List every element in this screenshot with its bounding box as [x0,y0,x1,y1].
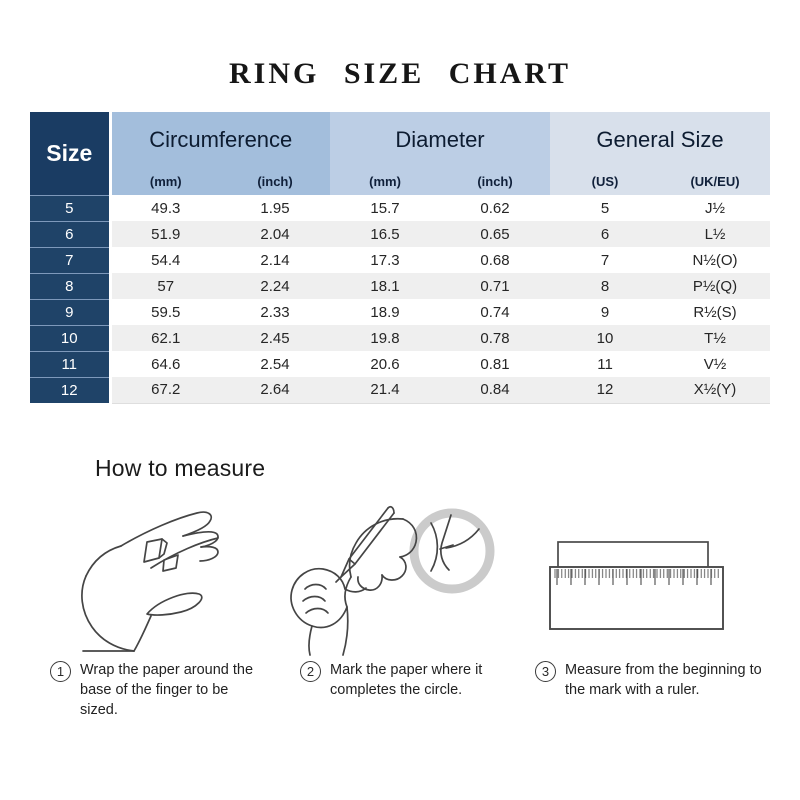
header-row-units [30,168,770,195]
cell-size: 12 [30,377,110,403]
cell-circumference-inch: 2.14 [220,247,330,273]
ruler-with-paper-illustration [530,512,765,647]
cell-ukeu-size: R½(S) [660,299,770,325]
cell-ukeu-size: V½ [660,351,770,377]
ruler-minor-ticks [553,569,720,578]
magnifier-ring [414,513,490,589]
column-header-size: Size [30,112,110,195]
cell-circumference-inch: 2.45 [220,325,330,351]
cell-us-size: 8 [550,273,660,299]
pen [349,508,388,559]
step-1-number-icon: 1 [50,661,71,682]
cell-diameter-inch: 0.71 [440,273,550,299]
cell-circumference-inch: 2.24 [220,273,330,299]
cell-size: 11 [30,351,110,377]
cell-circumference-mm: 54.4 [110,247,220,273]
cell-circumference-mm: 51.9 [110,221,220,247]
cell-ukeu-size: L½ [660,221,770,247]
cell-diameter-mm: 15.7 [330,195,440,221]
cell-us-size: 9 [550,299,660,325]
cell-us-size: 12 [550,377,660,403]
cell-circumference-mm: 59.5 [110,299,220,325]
table-row [30,377,770,403]
cell-circumference-mm: 64.6 [110,351,220,377]
subheader-circumference-mm: (mm) [110,168,220,195]
table-row [30,325,770,351]
subheader-diameter-mm: (mm) [330,168,440,195]
table-row [30,273,770,299]
subheader-circumference-inch: (inch) [220,168,330,195]
cell-ukeu-size: J½ [660,195,770,221]
hands-marking-paper-illustration [283,485,513,660]
cell-diameter-inch: 0.65 [440,221,550,247]
column-header-general-size: General Size [550,112,770,168]
cell-ukeu-size: N½(O) [660,247,770,273]
ring-size-table [30,112,770,404]
step-2 [300,660,520,700]
cell-diameter-mm: 18.1 [330,273,440,299]
cell-circumference-mm: 49.3 [110,195,220,221]
column-header-diameter: Diameter [330,112,550,168]
cell-size: 10 [30,325,110,351]
cell-size: 5 [30,195,110,221]
step-3 [535,660,763,700]
cell-diameter-inch: 0.74 [440,299,550,325]
table-row [30,195,770,221]
step-3-number-icon: 3 [535,661,556,682]
cell-diameter-inch: 0.62 [440,195,550,221]
how-to-measure-heading: How to measure [95,455,266,481]
cell-us-size: 11 [550,351,660,377]
cell-circumference-mm: 57 [110,273,220,299]
cell-circumference-inch: 2.33 [220,299,330,325]
cell-size: 8 [30,273,110,299]
cell-circumference-inch: 1.95 [220,195,330,221]
cell-diameter-mm: 17.3 [330,247,440,273]
subheader-ukeu: (UK/EU) [660,168,770,195]
page-title: RING SIZE CHART [228,57,571,90]
cell-diameter-inch: 0.78 [440,325,550,351]
cell-us-size: 5 [550,195,660,221]
cell-size: 9 [30,299,110,325]
cell-size: 6 [30,221,110,247]
cell-circumference-mm: 67.2 [110,377,220,403]
cell-circumference-mm: 62.1 [110,325,220,351]
cell-diameter-mm: 18.9 [330,299,440,325]
cell-diameter-inch: 0.84 [440,377,550,403]
table-row [30,299,770,325]
cell-diameter-mm: 20.6 [330,351,440,377]
table-row [30,247,770,273]
cell-diameter-mm: 19.8 [330,325,440,351]
subheader-us: (US) [550,168,660,195]
cell-diameter-inch: 0.81 [440,351,550,377]
ring-size-table-wrap [30,112,770,404]
step-1-caption: Wrap the paper around the base of the finger to be sized. [80,662,254,718]
cell-circumference-inch: 2.64 [220,377,330,403]
header-row-groups [30,112,770,168]
step-1 [50,660,262,720]
subheader-diameter-inch: (inch) [440,168,550,195]
step-2-number-icon: 2 [300,661,321,682]
step-3-caption: Measure from the beginning to the mark with a ruler. [565,662,762,698]
column-header-circumference: Circumference [110,112,330,168]
table-row [30,221,770,247]
cell-ukeu-size: P½(Q) [660,273,770,299]
cell-diameter-inch: 0.68 [440,247,550,273]
cell-ukeu-size: T½ [660,325,770,351]
table-row [30,351,770,377]
paper-strip [558,542,708,569]
cell-diameter-mm: 21.4 [330,377,440,403]
step-2-caption: Mark the paper where it completes the circle. [330,662,483,698]
cell-size: 7 [30,247,110,273]
cell-circumference-inch: 2.54 [220,351,330,377]
cell-us-size: 10 [550,325,660,351]
cell-circumference-inch: 2.04 [220,221,330,247]
cell-us-size: 6 [550,221,660,247]
cell-us-size: 7 [550,247,660,273]
cell-diameter-mm: 16.5 [330,221,440,247]
cell-ukeu-size: X½(Y) [660,377,770,403]
hand-with-paper-strip-illustration [50,490,270,658]
